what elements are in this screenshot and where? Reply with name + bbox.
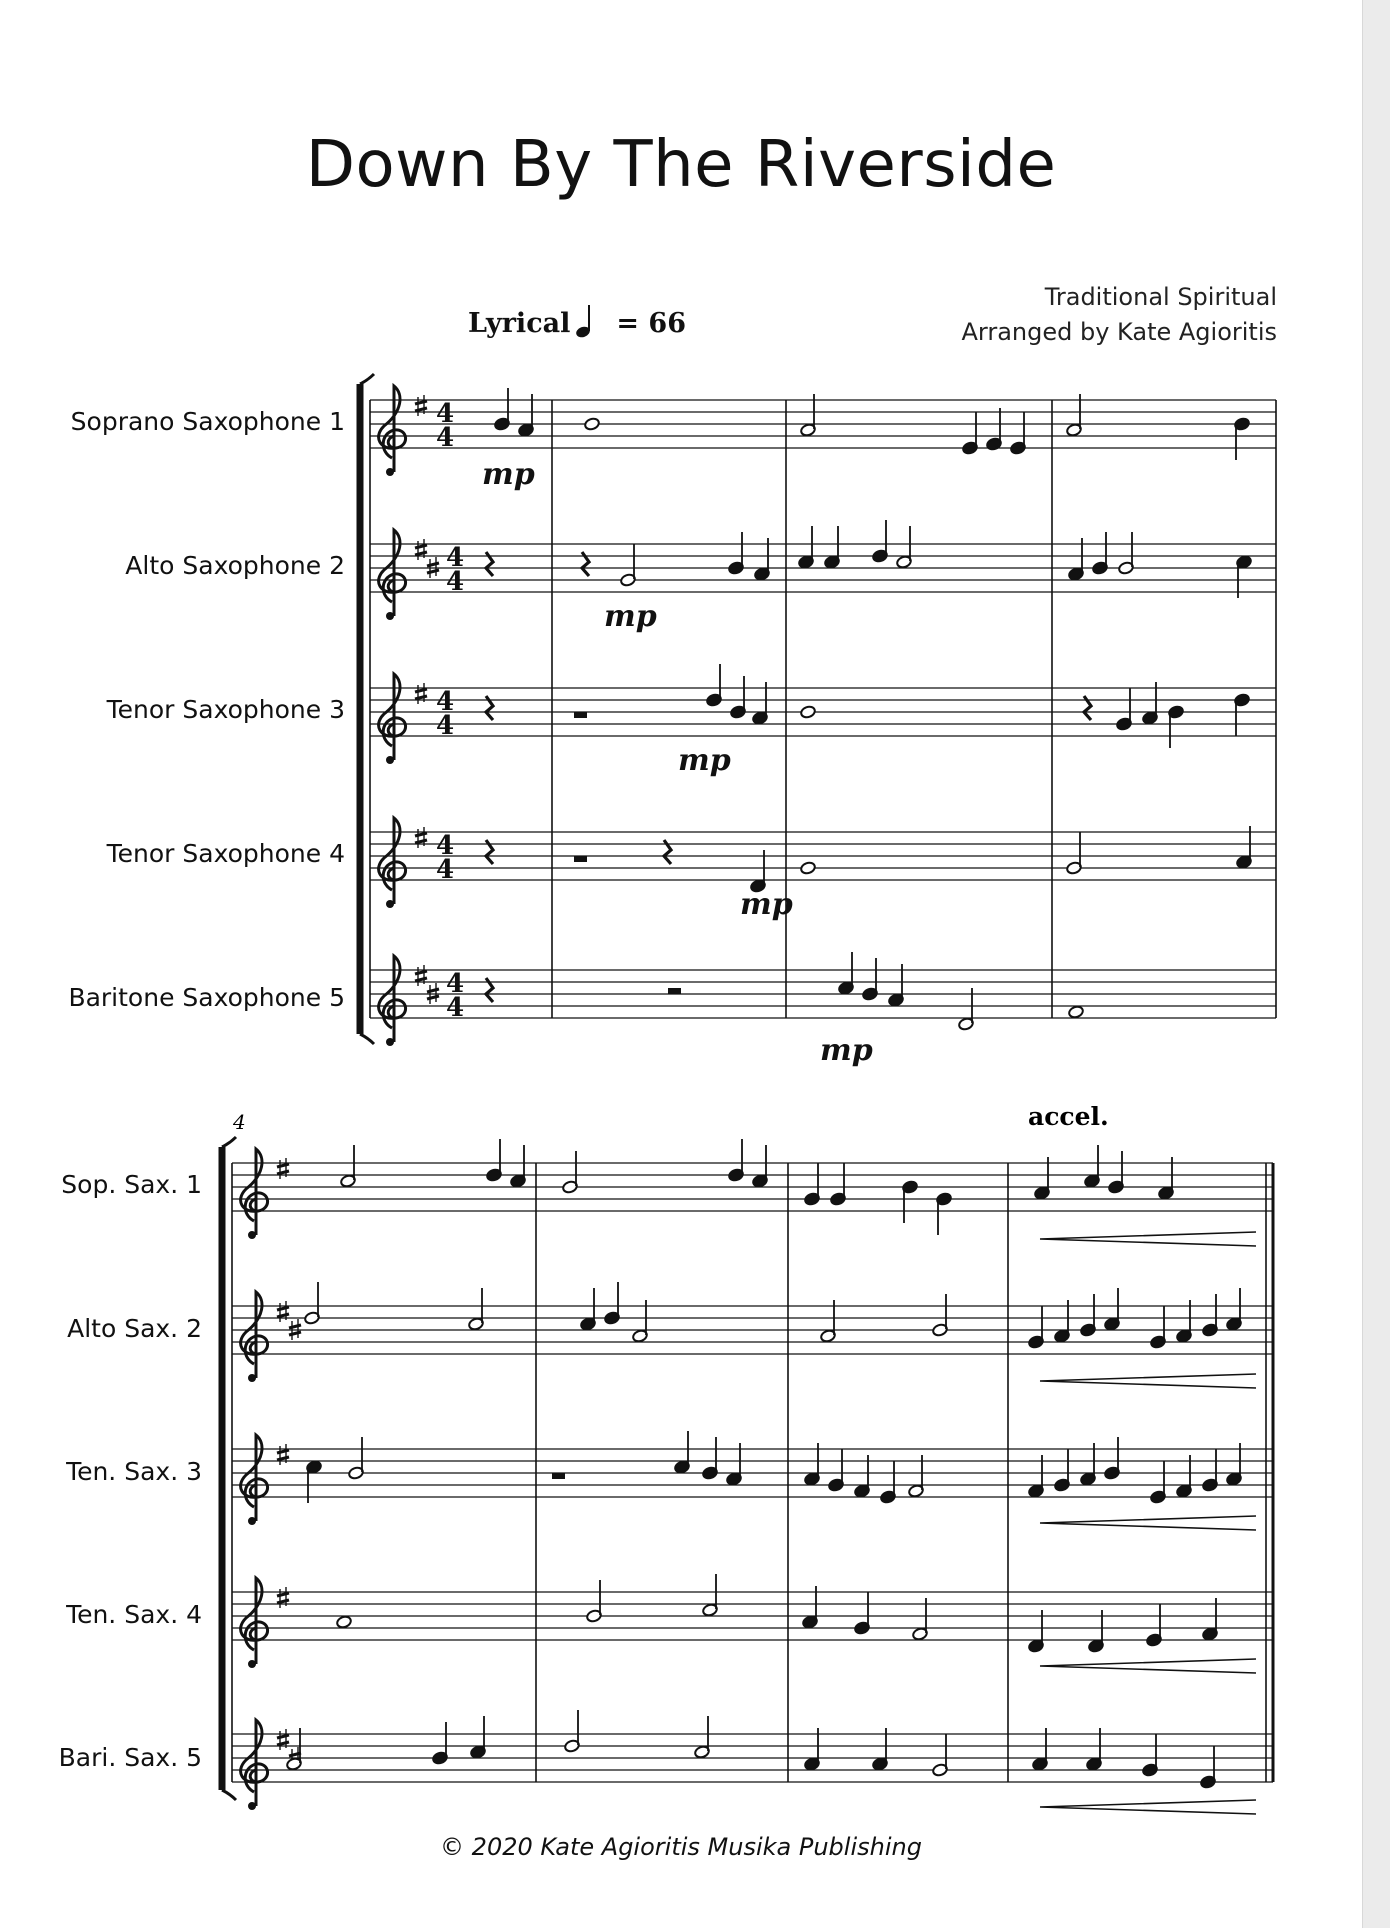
instrument-label-short-2: Alto Sax. 2 — [67, 1314, 202, 1343]
note — [1010, 412, 1027, 455]
note — [694, 1716, 711, 1759]
note — [432, 1722, 449, 1765]
half-rest-icon — [574, 712, 587, 718]
arranger-credit: Arranged by Kate Agioritis — [961, 318, 1277, 346]
note — [702, 1437, 719, 1480]
instrument-label-1: Soprano Saxophone 1 — [70, 407, 345, 436]
note — [1028, 1306, 1045, 1349]
treble-clef-icon — [379, 530, 406, 616]
note — [828, 1449, 845, 1492]
note — [1054, 1449, 1071, 1492]
note — [580, 1288, 597, 1331]
note — [986, 408, 1003, 451]
sharp-icon — [415, 395, 427, 416]
dynamic-mp: mp — [604, 599, 657, 634]
tempo-note-icon — [575, 305, 592, 339]
copyright-notice: © 2020 Kate Agioritis Musika Publishing — [440, 1833, 922, 1861]
note — [1118, 532, 1135, 575]
note — [562, 1151, 579, 1194]
treble-clef-icon — [379, 956, 406, 1042]
note — [674, 1431, 691, 1474]
note — [800, 861, 817, 875]
composer-credit: Traditional Spiritual — [1044, 283, 1277, 311]
note — [620, 544, 637, 587]
sharp-icon — [277, 1729, 289, 1750]
staff-lines-sys1 — [370, 400, 1276, 1018]
time-signature: 4 — [446, 567, 465, 597]
note — [824, 526, 841, 569]
instrument-label-short-1: Sop. Sax. 1 — [61, 1170, 202, 1199]
note — [336, 1615, 353, 1629]
note — [510, 1145, 527, 1188]
treble-clef-icon — [248, 1802, 256, 1810]
treble-clef-icon — [386, 756, 394, 764]
note — [1202, 1449, 1219, 1492]
note — [730, 676, 747, 719]
note — [854, 1592, 871, 1635]
note — [932, 1734, 949, 1777]
treble-clef-icon — [379, 818, 406, 904]
note — [1092, 532, 1109, 575]
treble-clef-icon — [386, 612, 394, 620]
treble-clef-icon — [386, 1038, 394, 1046]
time-signature: 4 — [436, 687, 455, 717]
instrument-label-short-5: Bari. Sax. 5 — [58, 1743, 202, 1772]
note — [706, 664, 723, 707]
dynamic-mp: mp — [820, 1033, 873, 1068]
treble-clef-icon — [248, 1374, 256, 1382]
note — [1150, 1461, 1167, 1504]
note — [728, 532, 745, 575]
note — [304, 1282, 321, 1325]
note — [902, 1180, 919, 1223]
note — [880, 1461, 897, 1504]
note — [838, 952, 855, 995]
note — [872, 520, 889, 563]
instrument-label-5: Baritone Saxophone 5 — [68, 983, 345, 1012]
treble-clef-icon — [379, 386, 406, 472]
note — [468, 1288, 485, 1331]
sharp-icon — [277, 1587, 289, 1608]
note — [1142, 1734, 1159, 1777]
note — [1066, 832, 1083, 875]
crescendo-hairpins — [1040, 1232, 1256, 1814]
measure-number: 4 — [233, 1110, 246, 1134]
note — [1104, 1437, 1121, 1480]
note — [752, 1145, 769, 1188]
half-rest-icon — [668, 988, 681, 994]
dynamics — [482, 457, 873, 1068]
treble-clef-icon — [248, 1660, 256, 1668]
tempo-value: = 66 — [616, 308, 686, 339]
treble-clef-icon — [386, 468, 394, 476]
dynamic-mp: mp — [740, 887, 793, 922]
note — [798, 526, 815, 569]
note — [1200, 1746, 1217, 1789]
treble-clef-icon — [379, 674, 406, 760]
time-signature: 4 — [446, 969, 465, 999]
note — [830, 1163, 847, 1206]
sharp-icon — [277, 1444, 289, 1465]
sharp-icon — [277, 1301, 289, 1322]
time-signature: 4 — [436, 711, 455, 741]
note — [1084, 1145, 1101, 1188]
instrument-label-2: Alto Saxophone 2 — [125, 551, 345, 580]
note — [1080, 1294, 1097, 1337]
note — [1202, 1294, 1219, 1337]
sharp-icon — [415, 827, 427, 848]
note — [470, 1716, 487, 1759]
dynamic-mp: mp — [678, 743, 731, 778]
note — [1234, 417, 1251, 460]
note — [1234, 693, 1251, 736]
note — [494, 388, 511, 431]
note — [896, 526, 913, 569]
note — [1146, 1604, 1163, 1647]
note — [1104, 1288, 1121, 1331]
treble-clef-icon — [386, 900, 394, 908]
note — [586, 1580, 603, 1623]
treble-clef-icon — [241, 1149, 268, 1235]
piece-title: Down By The Riverside — [305, 128, 1057, 202]
note — [340, 1145, 357, 1188]
note — [1116, 688, 1133, 731]
note — [1226, 1288, 1243, 1331]
note — [862, 958, 879, 1001]
note — [932, 1294, 949, 1337]
treble-clef-icon — [248, 1517, 256, 1525]
time-signature: 4 — [436, 423, 455, 453]
time-signature: 4 — [446, 993, 465, 1023]
accel-marking: accel. — [1028, 1102, 1109, 1131]
sharp-icon — [415, 965, 427, 986]
time-signature: 4 — [446, 543, 465, 573]
clefs-and-signatures — [241, 386, 465, 1810]
note — [604, 1282, 621, 1325]
note — [702, 1574, 719, 1617]
note — [936, 1192, 953, 1235]
treble-clef-icon — [241, 1578, 268, 1664]
note — [564, 1710, 581, 1753]
instrument-label-short-3: Ten. Sax. 3 — [66, 1457, 202, 1486]
tempo-text: Lyrical — [468, 308, 571, 339]
note — [348, 1437, 365, 1480]
note — [584, 417, 601, 431]
time-signature: 4 — [436, 855, 455, 885]
half-rest-icon — [552, 1473, 565, 1479]
instrument-label-short-4: Ten. Sax. 4 — [66, 1600, 202, 1629]
note — [1168, 705, 1185, 748]
treble-clef-icon — [248, 1231, 256, 1239]
sharp-icon — [415, 539, 427, 560]
note — [1068, 1005, 1085, 1019]
sharp-icon — [415, 683, 427, 704]
notes-layer — [286, 388, 1253, 1789]
time-signature: 4 — [436, 399, 455, 429]
note — [1108, 1151, 1125, 1194]
dynamic-mp: mp — [482, 457, 535, 492]
treble-clef-icon — [241, 1435, 268, 1521]
note — [1150, 1306, 1167, 1349]
half-rest-icon — [574, 856, 587, 862]
instrument-label-3: Tenor Saxophone 3 — [106, 695, 345, 724]
sharp-icon — [277, 1158, 289, 1179]
note — [804, 1163, 821, 1206]
treble-clef-icon — [241, 1720, 268, 1806]
note — [486, 1139, 503, 1182]
note — [800, 705, 817, 719]
instrument-label-4: Tenor Saxophone 4 — [106, 839, 345, 868]
note — [728, 1139, 745, 1182]
treble-clef-icon — [241, 1292, 268, 1378]
time-signature: 4 — [436, 831, 455, 861]
note — [962, 412, 979, 455]
